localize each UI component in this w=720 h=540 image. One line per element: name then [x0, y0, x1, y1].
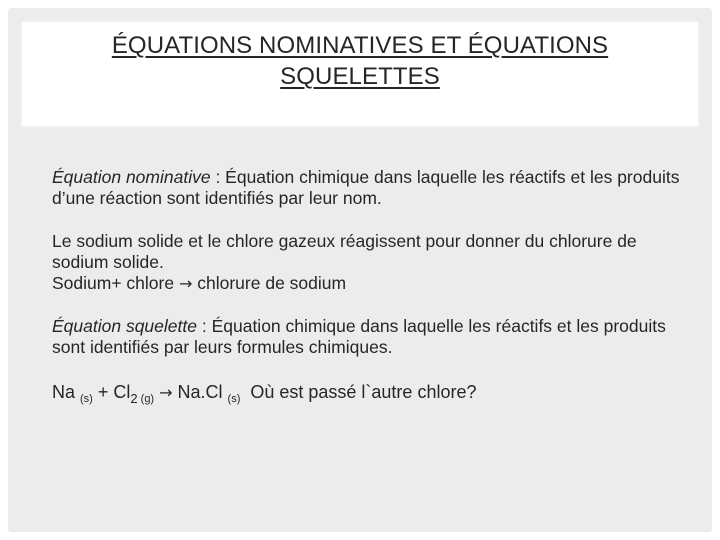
nominative-definition — [52, 167, 692, 209]
slide-title-line-2: SQUELETTES — [280, 63, 440, 90]
squelette-separator: : — [196, 316, 212, 336]
sodium-state: (s) — [80, 393, 93, 405]
chlorine-symbol: + Cl — [92, 382, 131, 402]
product-formula: Na.Cl — [172, 382, 228, 402]
slide-title-line-1: ÉQUATIONS NOMINATIVES ET ÉQUATIONS — [111, 32, 609, 59]
nominative-reactants: Sodium+ chlore — [52, 273, 175, 293]
chlorine-index: 2 — [130, 391, 138, 406]
squelette-term: Équation squelette — [52, 316, 197, 336]
chlorine-state: (g) — [137, 393, 155, 405]
skeleton-arrow-icon: → — [159, 383, 173, 402]
sodium-symbol: Na — [52, 382, 81, 402]
chlorine-question: Où est passé l`autre chlore? — [240, 382, 477, 402]
reaction-arrow-icon: → — [178, 274, 193, 293]
skeleton-equation — [52, 380, 692, 411]
product-state: (s) — [227, 393, 241, 405]
nominative-definition-text: Équation chimique dans laquelle les réactifs et les produits d’une réaction sont identifiés par leur nom. — [52, 167, 680, 208]
nominative-example-sentence: Le sodium solide et le chlore gazeux réagissent pour donner du chlorure de sodium solide. — [52, 231, 637, 272]
nominative-example-equation — [52, 273, 692, 294]
nominative-product: chlorure de sodium — [197, 273, 347, 293]
squelette-definition — [52, 316, 692, 358]
squelette-definition-text: Équation chimique dans laquelle les réactifs et les produits sont identifiés par leurs formules chimiques. — [52, 316, 666, 357]
slide-title — [22, 30, 698, 92]
nominative-term: Équation nominative — [52, 167, 211, 187]
slide-content — [52, 167, 692, 411]
nominative-separator: : — [210, 167, 226, 187]
